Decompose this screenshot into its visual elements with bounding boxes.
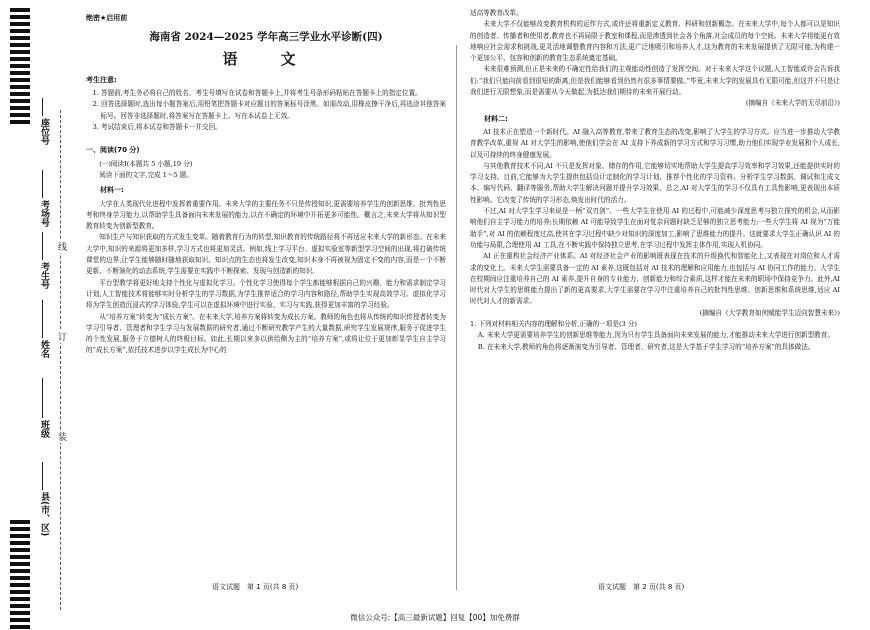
option-a: A. 未来大学更需要培养学生的创新思维等能力,因为只有学生具备面向未来发展的能力,才能推动未来大学进行创新型教育。 bbox=[477, 331, 834, 340]
exam-title: 海南省 2024—2025 学年高三学业水平诊断(四) bbox=[149, 31, 383, 44]
page-2-footer: 语文试题 第 2 页(共 8 页) bbox=[598, 583, 685, 591]
field-line bbox=[42, 232, 43, 260]
source-citation: (摘编自《未来大学的无尽前沿》) bbox=[745, 99, 840, 108]
field-student-number: 考生号 bbox=[39, 262, 49, 289]
material-2-label: 材料二: bbox=[484, 114, 508, 123]
instruction: 阅读下面的文字,完成 1～5 题。 bbox=[99, 170, 193, 179]
field-line bbox=[42, 378, 43, 418]
paragraph: 大学在人类现代化进程中发挥着重要作用。未来大学的主要任务不只是传授知识,更需要培养学生的创新思维、批判性思考和终身学习能力,以帮助学生具备面向未来发展的能力,以在不确定的环境中开拓更多可能性。概言之,未来大学将从知识型教育转变为创新型教育。 bbox=[86, 199, 446, 231]
field-exam-room: 考场号 bbox=[39, 200, 49, 227]
page-1 bbox=[86, 8, 446, 357]
seal-mark-line: 线 bbox=[56, 242, 66, 251]
paragraph: 知识生产与知识获取的方式发生变革。随着教育行为的转型,知识教育的传统路径将不再适应未来大学的新形态。在未来大学中,知识的来源将更加多样,学习方式也将更加灵活。例如,线上学习平台、虚拟实验室等新型学习空间的出现,将打破传统课堂的边界,让学生能够随时随地获取知识。知识点的生态也将发生改变,知识本身不再被视为固定不变的内容,而是一个不断更新、不断演化的动态系统,学生需要在实践中不断探索、发现与创造新的知识。 bbox=[86, 233, 446, 276]
secret-label: 绝密★启用前 bbox=[86, 14, 128, 22]
section-heading: 一、阅读(70 分) bbox=[86, 146, 140, 155]
page-1-footer: 语文试题 第 1 页(共 8 页) bbox=[212, 583, 299, 591]
field-name: 姓名 bbox=[39, 340, 49, 358]
paragraph: AI 正在重构社会经济产业体系。AI 对经济社会产业的影响既表现在技术的升级换代和智能化上,又表现在对岗位和人才需求的变化上。未来大学生需要具备一定的 AI 素养,这既包括对 AI 技术的理解和应用能力,也包括与 AI 协同工作的能力。大学生在校期间应注重培养自己的 AI 素养,提升自身的专业能力、创新能力和综合素质,这样才能在未来的职场中保持竞争力。此外,AI 时代对大学生的思维能力提出了新的更高要求,大学生需要在学习中注重培养自己的批判性思维、创新思维和系统思维,适应 AI 时代对人才的新需求。 bbox=[470, 252, 840, 306]
material-1-label: 材料一: bbox=[100, 186, 124, 195]
note-item: 1. 答题前,考生务必将自己的姓名、考生号填写在试卷和答题卡上,并将考生号条形码粘贴在答题卡上的指定位置。 bbox=[92, 89, 422, 98]
barcode-top-icon bbox=[10, 8, 30, 126]
paragraph: 适高等教育改革。 bbox=[470, 9, 523, 17]
seal-mark-pack: 装 bbox=[56, 432, 66, 441]
paragraph: 未来很难预测,但正是未来的不确定性给我们的主观能动性创造了发挥空间。对于未来大学这个议题,人工智能或许会告诉我们:“我们只能向前看到很短的距离,但是我们能够看到仍然有很多事情要做。”毕竟,未来大学的发展具有无限可能,但这并不只是让我们进行无限想象,而是需要从今天做起,为抵达我们期待的未来开展行动。 bbox=[470, 65, 840, 97]
field-line bbox=[42, 98, 43, 116]
source-citation: (摘编自《大学教育如何赋能学生迈向智慧未来》) bbox=[699, 308, 840, 317]
paragraph: AI 技术正在塑造一个新时代。AI 融入高等教育,带来了教育生态的改变,影响了大学生的学习方式。应当进一步推动大学教育教学改革,重视 AI 对大学生的影响,使他们学会在 AI 支持下养成新的学习方式和学习习惯,助力他们实现学业发展和个人成长,以及可持续的终身健康发展。 bbox=[470, 127, 840, 159]
paragraph: 不过,AI 对大学生学习来说是一柄“双刃剑”。一些大学生在使用 AI 的过程中,可能减少深度思考与独立探究的机会,从而影响他们自主学习能力的培养;长期依赖 AI 可能导致学生在面对复杂问题时缺乏足够的独立思考能力;一些大学生将 AI 视为“万能助手”,对 AI 的依赖程度过高,使其在学习过程中缺少对知识的深度加工,影响了思维能力的提升。这就要求大学生正确认识 AI 的功能与局限,合理使用 AI 工具,在不断实践中保持独立思考,在学习过程中发挥主体作用,实现人机协同。 bbox=[470, 207, 840, 249]
part-heading: (一)阅读Ⅰ(本题共 5 小题,19 分) bbox=[99, 159, 193, 168]
option-b: B. 在未来大学,教师的角色将逐渐演变为引导者、管理者、研究者,这是大学基于学生学习的“培养方案”的具体做法。 bbox=[477, 342, 815, 351]
paragraph: 从“培养方案”转变为“成长方案”。在未来大学,培养方案将转变为成长方案。教师的角色也将从传统的知识传授者转变为学习引导者、管理者和学生学习与发展数据的研究者,通过不断研究教学产生的大量数据,研究学生发展规律,服务于促进学生的个性发展,服务于立德树人的终极目标。如此,长期以来多以供给侧为主的“培养方案”,或将让位于更加彰显学生自主学习的“成长方案”,依托技术进步以学生成长为中心的 bbox=[86, 312, 446, 355]
binding-margin bbox=[0, 0, 78, 630]
paragraph: 平台型教学将更好地支持个性化与虚拟化学习。个性化学习使得每个学生都能够根据自己的兴趣、能力和需求制定学习计划,人工智能技术将能够实时分析学生的学习数据,为学生推荐适合的学习内容和路径,帮助学生实现高效学习。虚拟化学习将为学生创造沉浸式的学习体验,学生可以在虚拟环境中进行实验、实习与实践,获得更加丰富的学习经验。 bbox=[86, 278, 446, 310]
page-divider bbox=[456, 45, 457, 590]
field-line bbox=[42, 462, 43, 490]
field-county: 县(市、区) bbox=[39, 492, 49, 537]
note-item: 3. 考试结束后,将本试卷和答题卡一并交回。 bbox=[92, 123, 222, 132]
seal-mark-bind: 订 bbox=[56, 332, 66, 341]
field-line bbox=[42, 300, 43, 338]
field-line bbox=[42, 170, 43, 198]
subject-title: 语 文 bbox=[222, 49, 310, 68]
page-2 bbox=[470, 8, 840, 353]
paragraph: 与其他教育技术不同,AI 不只是发挥对象、储存的作用,它能够切实地帮助大学生提高学习效率和学习效果,还能提供实时的学习支持。目前,它能够为大学生提供包括设计定制化的学习计划、推荐个性化的学习资料、分析学生学习数据、调试和生成文本、编写代码、翻译等服务,帮助大学生解决问题并提升学习效果。总之,AI 对大学生的学习不仅具有工具性影响,更表现出本质性影响。它改变了传统的学习形态,焕发出时代的活力。 bbox=[470, 161, 840, 204]
wechat-promo: 微信公众号:【高三最新试题】回复【00】加免费群 bbox=[350, 613, 520, 622]
note-item: 2. 回答选择题时,选出每小题答案后,用铅笔把答题卡对应题目的答案标号涂黑。如需改动,用橡皮擦干净后,再选涂其他答案标号。回答非选择题时,将答案写在答题卡上。写在本试卷上无效。 bbox=[92, 100, 446, 120]
seal-line bbox=[60, 110, 61, 610]
paragraph: 未来大学不仅能够改变教育机构的运作方式,或许还将重新定义教育、科研和创新概念。在未来大学中,每个人都可以是知识的创造者、传播者和使用者,教育也不再局限于教室和课程,而是渗透到社会各个角落,社会成员的每个空间。未来大学将能更有效地响应社会需求和挑战,更灵活地调整教育内容和方法,更广泛地吸引和培养人才,这为教育的未来发展提供了无限可能,为构建一个更加公平、包容和创新的教育生态系统奠定基础。 bbox=[470, 20, 840, 63]
field-class: 班级 bbox=[39, 420, 49, 438]
notes-heading: 考生注意: bbox=[86, 75, 117, 84]
field-seat-number: 座位号 bbox=[39, 118, 49, 145]
question-1: 1. 下列对材料相关内容的理解和分析,正确的一项是(3 分) bbox=[470, 320, 637, 329]
